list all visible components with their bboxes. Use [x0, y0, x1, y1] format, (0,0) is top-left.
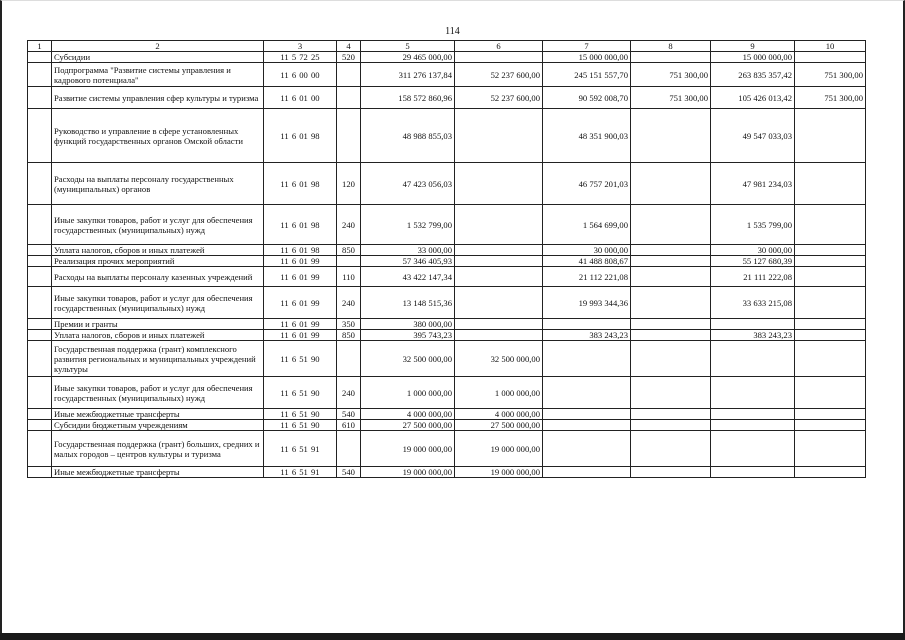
amount-col9-cell [711, 467, 795, 478]
target-code-cell: 11 6 51 90 [264, 409, 337, 420]
amount-col8-cell [631, 377, 711, 409]
item-name-cell: Иные межбюджетные трансферты [52, 409, 264, 420]
item-name-cell: Государственная поддержка (грант) больших, средних и малых городов – центров культуры и туризма [52, 431, 264, 467]
item-name-cell: Премии и гранты [52, 319, 264, 330]
amount-col5-cell: 57 346 405,93 [361, 256, 455, 267]
amount-col8-cell [631, 341, 711, 377]
amount-col10-cell [795, 205, 866, 245]
amount-col7-cell: 90 592 008,70 [543, 87, 631, 109]
expense-type-cell: 240 [337, 205, 361, 245]
row-index-cell [28, 420, 52, 431]
item-name-cell: Иные закупки товаров, работ и услуг для обеспечения государственных (муниципальных) нужд [52, 287, 264, 319]
column-number-row [28, 41, 866, 52]
amount-col9-cell [711, 319, 795, 330]
column-header: 9 [711, 41, 795, 52]
row-index-cell [28, 409, 52, 420]
amount-col5-cell: 311 276 137,84 [361, 63, 455, 87]
amount-col9-cell [711, 341, 795, 377]
amount-col7-cell: 19 993 344,36 [543, 287, 631, 319]
row-index-cell [28, 330, 52, 341]
expense-type-cell [337, 87, 361, 109]
expense-type-cell [337, 63, 361, 87]
budget-table [27, 40, 866, 478]
item-name-cell: Подпрограмма "Развитие системы управления и кадрового потенциала" [52, 63, 264, 87]
row-index-cell [28, 267, 52, 287]
amount-col6-cell: 1 000 000,00 [455, 377, 543, 409]
table-row [28, 409, 866, 420]
amount-col10-cell [795, 420, 866, 431]
amount-col6-cell: 4 000 000,00 [455, 409, 543, 420]
target-code-cell: 11 6 51 90 [264, 341, 337, 377]
table-row [28, 319, 866, 330]
amount-col7-cell: 21 112 221,08 [543, 267, 631, 287]
amount-col6-cell [455, 205, 543, 245]
amount-col10-cell [795, 163, 866, 205]
table-row [28, 63, 866, 87]
expense-type-cell: 110 [337, 267, 361, 287]
amount-col7-cell: 30 000,00 [543, 245, 631, 256]
amount-col7-cell: 1 564 699,00 [543, 205, 631, 245]
target-code-cell: 11 6 01 98 [264, 109, 337, 163]
amount-col9-cell [711, 420, 795, 431]
table-row [28, 467, 866, 478]
table-row [28, 431, 866, 467]
target-code-cell: 11 6 01 98 [264, 205, 337, 245]
target-code-cell: 11 6 51 90 [264, 420, 337, 431]
table-row [28, 256, 866, 267]
amount-col10-cell [795, 431, 866, 467]
amount-col5-cell: 19 000 000,00 [361, 467, 455, 478]
target-code-cell: 11 6 01 99 [264, 267, 337, 287]
item-name-cell: Иные закупки товаров, работ и услуг для обеспечения государственных (муниципальных) нужд [52, 205, 264, 245]
column-header: 1 [28, 41, 52, 52]
amount-col8-cell [631, 52, 711, 63]
item-name-cell: Расходы на выплаты персоналу казенных учреждений [52, 267, 264, 287]
amount-col6-cell [455, 256, 543, 267]
column-header: 6 [455, 41, 543, 52]
amount-col10-cell [795, 287, 866, 319]
amount-col7-cell: 15 000 000,00 [543, 52, 631, 63]
amount-col6-cell: 52 237 600,00 [455, 63, 543, 87]
row-index-cell [28, 52, 52, 63]
amount-col8-cell [631, 431, 711, 467]
amount-col5-cell: 43 422 147,34 [361, 267, 455, 287]
amount-col10-cell [795, 109, 866, 163]
amount-col6-cell [455, 109, 543, 163]
row-index-cell [28, 205, 52, 245]
table-row [28, 287, 866, 319]
row-index-cell [28, 377, 52, 409]
amount-col5-cell: 4 000 000,00 [361, 409, 455, 420]
table-row [28, 109, 866, 163]
amount-col7-cell [543, 319, 631, 330]
amount-col8-cell [631, 287, 711, 319]
table-row [28, 205, 866, 245]
item-name-cell: Уплата налогов, сборов и иных платежей [52, 245, 264, 256]
expense-type-cell: 610 [337, 420, 361, 431]
amount-col10-cell [795, 377, 866, 409]
amount-col5-cell: 33 000,00 [361, 245, 455, 256]
amount-col6-cell: 19 000 000,00 [455, 431, 543, 467]
amount-col5-cell: 27 500 000,00 [361, 420, 455, 431]
row-index-cell [28, 109, 52, 163]
target-code-cell: 11 6 51 90 [264, 377, 337, 409]
column-header: 3 [264, 41, 337, 52]
item-name-cell: Иные межбюджетные трансферты [52, 467, 264, 478]
amount-col7-cell: 46 757 201,03 [543, 163, 631, 205]
amount-col5-cell: 29 465 000,00 [361, 52, 455, 63]
target-code-cell: 11 6 01 99 [264, 319, 337, 330]
table-row [28, 267, 866, 287]
column-header: 5 [361, 41, 455, 52]
amount-col6-cell: 19 000 000,00 [455, 467, 543, 478]
amount-col10-cell [795, 467, 866, 478]
amount-col6-cell [455, 330, 543, 341]
amount-col10-cell [795, 409, 866, 420]
item-name-cell: Государственная поддержка (грант) комплексного развития региональных и муниципальных учреждений культуры [52, 341, 264, 377]
amount-col9-cell: 33 633 215,08 [711, 287, 795, 319]
amount-col7-cell: 48 351 900,03 [543, 109, 631, 163]
amount-col8-cell [631, 256, 711, 267]
amount-col10-cell [795, 52, 866, 63]
amount-col9-cell: 21 111 222,08 [711, 267, 795, 287]
amount-col9-cell: 105 426 013,42 [711, 87, 795, 109]
row-index-cell [28, 341, 52, 377]
amount-col5-cell: 1 532 799,00 [361, 205, 455, 245]
column-header: 7 [543, 41, 631, 52]
amount-col9-cell: 30 000,00 [711, 245, 795, 256]
amount-col5-cell: 47 423 056,03 [361, 163, 455, 205]
amount-col10-cell [795, 256, 866, 267]
expense-type-cell [337, 431, 361, 467]
amount-col8-cell [631, 467, 711, 478]
amount-col7-cell: 245 151 557,70 [543, 63, 631, 87]
table-row [28, 87, 866, 109]
expense-type-cell [337, 109, 361, 163]
amount-col7-cell [543, 467, 631, 478]
amount-col7-cell [543, 409, 631, 420]
amount-col6-cell [455, 319, 543, 330]
amount-col5-cell: 158 572 860,96 [361, 87, 455, 109]
expense-type-cell: 240 [337, 377, 361, 409]
amount-col8-cell [631, 420, 711, 431]
table-row [28, 341, 866, 377]
row-index-cell [28, 287, 52, 319]
item-name-cell: Уплата налогов, сборов и иных платежей [52, 330, 264, 341]
item-name-cell: Реализация прочих мероприятий [52, 256, 264, 267]
item-name-cell: Руководство и управление в сфере установленных функций государственных органов Омской области [52, 109, 264, 163]
amount-col9-cell: 1 535 799,00 [711, 205, 795, 245]
expense-type-cell: 350 [337, 319, 361, 330]
amount-col10-cell: 751 300,00 [795, 87, 866, 109]
amount-col8-cell [631, 205, 711, 245]
target-code-cell: 11 6 01 99 [264, 287, 337, 319]
amount-col6-cell [455, 52, 543, 63]
row-index-cell [28, 256, 52, 267]
row-index-cell [28, 431, 52, 467]
amount-col8-cell: 751 300,00 [631, 63, 711, 87]
amount-col8-cell [631, 245, 711, 256]
amount-col9-cell: 15 000 000,00 [711, 52, 795, 63]
amount-col8-cell: 751 300,00 [631, 87, 711, 109]
amount-col7-cell [543, 420, 631, 431]
amount-col6-cell: 27 500 000,00 [455, 420, 543, 431]
amount-col5-cell: 395 743,23 [361, 330, 455, 341]
target-code-cell: 11 5 72 25 [264, 52, 337, 63]
amount-col10-cell [795, 245, 866, 256]
amount-col10-cell [795, 267, 866, 287]
column-header: 4 [337, 41, 361, 52]
expense-type-cell: 120 [337, 163, 361, 205]
table-row [28, 377, 866, 409]
amount-col6-cell: 32 500 000,00 [455, 341, 543, 377]
amount-col7-cell: 383 243,23 [543, 330, 631, 341]
target-code-cell: 11 6 51 91 [264, 467, 337, 478]
expense-type-cell [337, 341, 361, 377]
amount-col9-cell: 263 835 357,42 [711, 63, 795, 87]
target-code-cell: 11 6 01 00 [264, 87, 337, 109]
amount-col7-cell: 41 488 808,67 [543, 256, 631, 267]
amount-col7-cell [543, 377, 631, 409]
table-row [28, 245, 866, 256]
row-index-cell [28, 319, 52, 330]
amount-col8-cell [631, 163, 711, 205]
item-name-cell: Иные закупки товаров, работ и услуг для обеспечения государственных (муниципальных) нужд [52, 377, 264, 409]
expense-type-cell: 540 [337, 467, 361, 478]
amount-col6-cell [455, 267, 543, 287]
amount-col7-cell [543, 341, 631, 377]
column-header: 2 [52, 41, 264, 52]
amount-col5-cell: 1 000 000,00 [361, 377, 455, 409]
column-header: 8 [631, 41, 711, 52]
amount-col9-cell: 47 981 234,03 [711, 163, 795, 205]
item-name-cell: Развитие системы управления сфер культуры и туризма [52, 87, 264, 109]
amount-col6-cell: 52 237 600,00 [455, 87, 543, 109]
target-code-cell: 11 6 01 98 [264, 245, 337, 256]
expense-type-cell: 520 [337, 52, 361, 63]
scan-edge-bottom [0, 633, 905, 640]
target-code-cell: 11 6 01 99 [264, 330, 337, 341]
item-name-cell: Субсидии бюджетным учреждениям [52, 420, 264, 431]
table-row [28, 52, 866, 63]
amount-col6-cell [455, 163, 543, 205]
row-index-cell [28, 245, 52, 256]
page-number: 114 [445, 26, 460, 37]
amount-col6-cell [455, 245, 543, 256]
amount-col9-cell: 55 127 680,39 [711, 256, 795, 267]
target-code-cell: 11 6 01 99 [264, 256, 337, 267]
amount-col7-cell [543, 431, 631, 467]
item-name-cell: Субсидии [52, 52, 264, 63]
row-index-cell [28, 467, 52, 478]
amount-col10-cell [795, 319, 866, 330]
row-index-cell [28, 163, 52, 205]
amount-col8-cell [631, 319, 711, 330]
amount-col9-cell: 383 243,23 [711, 330, 795, 341]
table-row [28, 330, 866, 341]
amount-col8-cell [631, 267, 711, 287]
amount-col8-cell [631, 409, 711, 420]
amount-col5-cell: 32 500 000,00 [361, 341, 455, 377]
amount-col10-cell [795, 341, 866, 377]
amount-col8-cell [631, 330, 711, 341]
expense-type-cell [337, 256, 361, 267]
expense-type-cell: 540 [337, 409, 361, 420]
expense-type-cell: 850 [337, 330, 361, 341]
amount-col9-cell: 49 547 033,03 [711, 109, 795, 163]
column-header: 10 [795, 41, 866, 52]
amount-col9-cell [711, 409, 795, 420]
table-row [28, 420, 866, 431]
amount-col6-cell [455, 287, 543, 319]
expense-type-cell: 240 [337, 287, 361, 319]
amount-col5-cell: 380 000,00 [361, 319, 455, 330]
expense-type-cell: 850 [337, 245, 361, 256]
row-index-cell [28, 63, 52, 87]
target-code-cell: 11 6 01 98 [264, 163, 337, 205]
amount-col9-cell [711, 377, 795, 409]
target-code-cell: 11 6 51 91 [264, 431, 337, 467]
amount-col10-cell [795, 330, 866, 341]
target-code-cell: 11 6 00 00 [264, 63, 337, 87]
amount-col5-cell: 48 988 855,03 [361, 109, 455, 163]
table-row [28, 163, 866, 205]
amount-col10-cell: 751 300,00 [795, 63, 866, 87]
item-name-cell: Расходы на выплаты персоналу государственных (муниципальных) органов [52, 163, 264, 205]
row-index-cell [28, 87, 52, 109]
amount-col9-cell [711, 431, 795, 467]
amount-col5-cell: 13 148 515,36 [361, 287, 455, 319]
amount-col5-cell: 19 000 000,00 [361, 431, 455, 467]
amount-col8-cell [631, 109, 711, 163]
